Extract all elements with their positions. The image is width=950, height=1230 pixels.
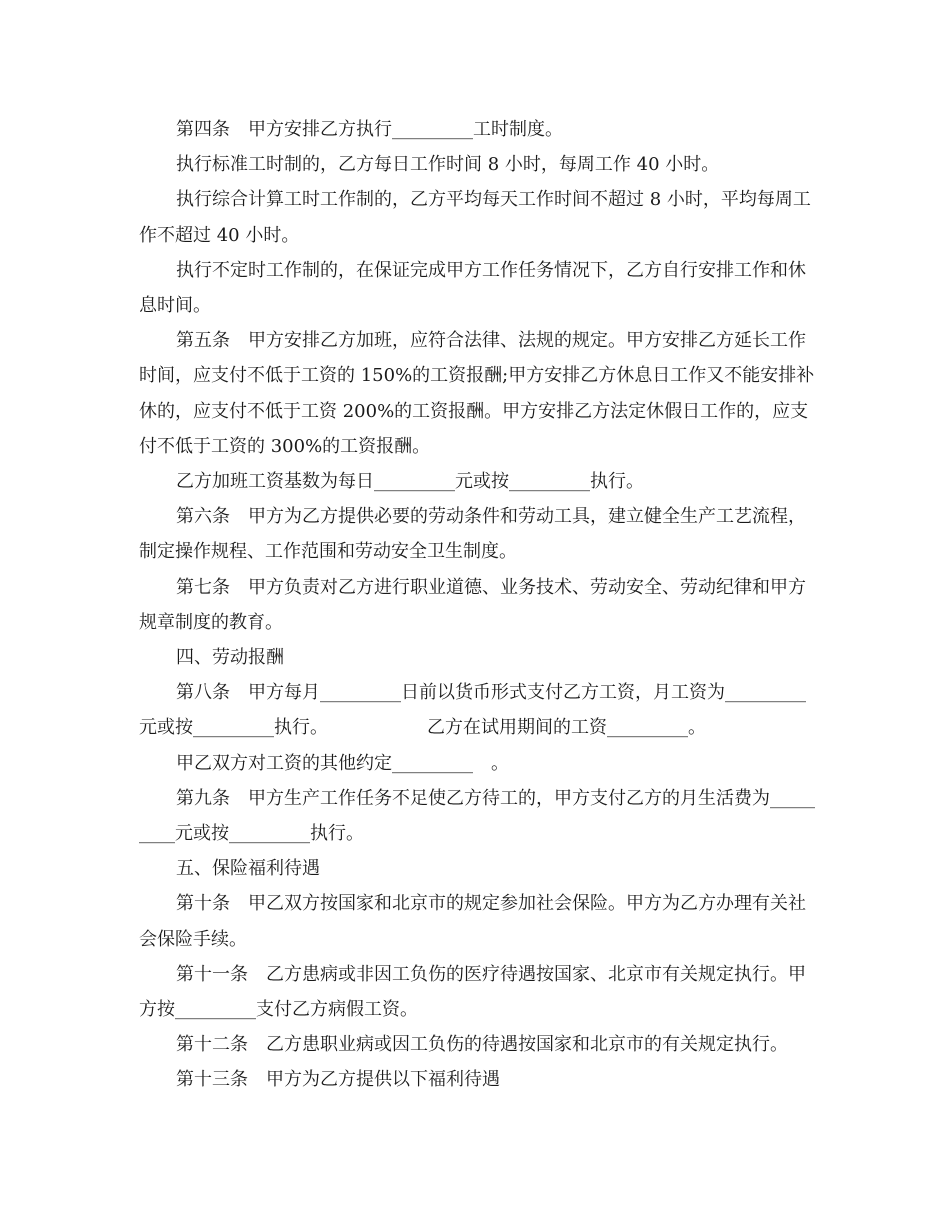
article-10-paragraph: 第十条 甲乙双方按国家和北京市的规定参加社会保险。甲方为乙方办理有关社会保险手续。 (139, 893, 806, 950)
standard-hours-paragraph: 执行标准工时制的，乙方每日工作时间 8 小时，每周工作 40 小时。 (176, 154, 720, 176)
article-4-paragraph: 第四条 甲方安排乙方执行_________工时制度。 (176, 119, 563, 140)
article-7-paragraph: 第七条 甲方负责对乙方进行职业道德、业务技术、劳动安全、劳动纪律和甲方规章制度的教育。 (139, 576, 806, 633)
other-wage-agreement-paragraph: 甲乙双方对工资的其他约定_________ 。 (176, 752, 509, 774)
section-4-heading: 四、劳动报酬 (176, 647, 284, 669)
section-5-heading: 五、保险福利待遇 (176, 858, 320, 880)
flexible-hours-paragraph: 执行不定时工作制的，在保证完成甲方工作任务情况下，乙方自行安排工作和休息时间。 (139, 259, 806, 317)
overtime-base-paragraph: 乙方加班工资基数为每日_________元或按_________执行。 (176, 471, 644, 493)
article-12-paragraph: 第十二条 乙方患职业病或因工负伤的待遇按国家和北京市的有关规定执行。 (176, 1034, 788, 1056)
article-6-paragraph: 第六条 甲方为乙方提供必要的劳动条件和劳动工具，建立健全生产工艺流程，制定操作规程、工作范围和劳动安全卫生制度。 (139, 506, 806, 563)
article-5-paragraph: 第五条 甲方安排乙方加班，应符合法律、法规的规定。甲方安排乙方延长工作时间，应支付不低于工资的 150%的工资报酬;甲方安排乙方休息日工作又不能安排补休的，应支付不低于工资 200%的工资报酬。甲方安排乙方法定休假日工作的，应支付不低于工资的 300%的工资报酬。 (139, 330, 815, 457)
article-8-paragraph: 第八条 甲方每月_________日前以货币形式支付乙方工资，月工资为_________元或按_________执行。 乙方在试用期间的工资_________。 (139, 682, 806, 739)
article-11-paragraph: 第十一条 乙方患病或非因工负伤的医疗待遇按国家、北京市有关规定执行。甲方按_________支付乙方病假工资。 (139, 963, 806, 1021)
comprehensive-hours-paragraph: 执行综合计算工时工作制的，乙方平均每天工作时间不超过 8 小时，平均每周工作不超过 40 小时。 (139, 189, 811, 246)
document-body (139, 112, 815, 1098)
article-9-paragraph: 第九条 甲方生产工作任务不足使乙方待工的，甲方支付乙方的月生活费为_________元或按_________执行。 (139, 787, 815, 845)
article-13-paragraph: 第十三条 甲方为乙方提供以下福利待遇 (176, 1069, 500, 1091)
